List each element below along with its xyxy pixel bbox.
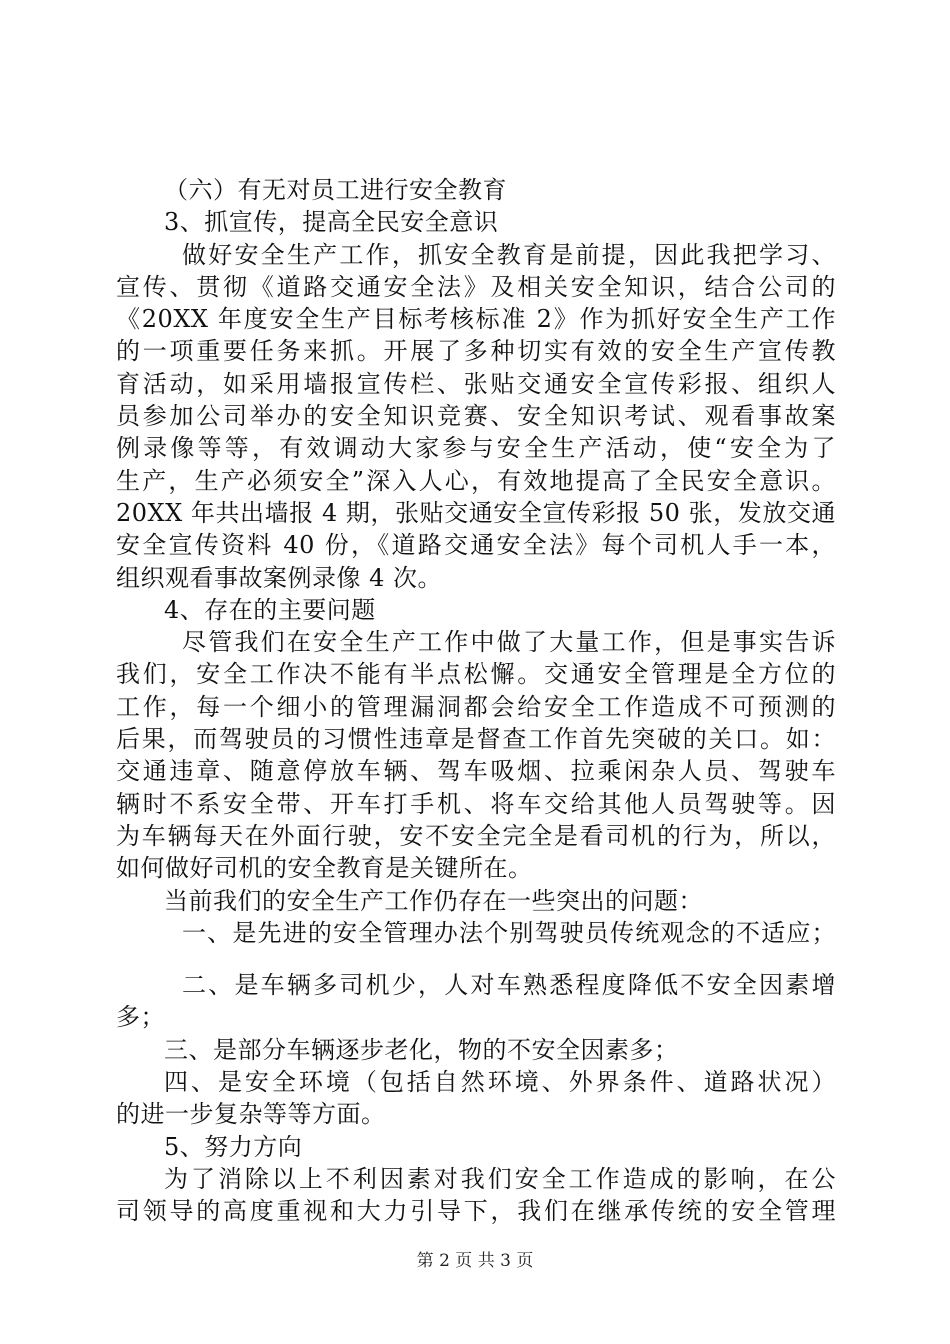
text-line: 3、抓宣传，提高全民安全意识 (164, 208, 499, 237)
text-line: 辆时不系安全带、开车打手机、将车交给其他人员驾驶等。因 (116, 789, 836, 818)
text-line: 的进一步复杂等等方面。 (116, 1100, 386, 1129)
text-line: 交通违章、随意停放车辆、驾车吸烟、拉乘闲杂人员、驾驶车 (116, 757, 836, 786)
text-line: 安全宣传资料 40 份，《道路交通安全法》每个司机人手一本， (116, 531, 836, 560)
text-line: 5、努力方向 (164, 1132, 303, 1161)
text-line: 育活动，如采用墙报宣传栏、张贴交通安全宣传彩报、组织人 (116, 369, 836, 398)
text-line: 4、存在的主要问题 (164, 595, 376, 624)
text-line: 生产，生产必须安全”深入人心，有效地提高了全民安全意识。 (116, 466, 836, 495)
text-line: 如何做好司机的安全教育是关键所在。 (116, 854, 533, 883)
text-line: 宣传、贯彻《道路交通安全法》及相关安全知识，结合公司的 (116, 272, 836, 301)
text-line: 我们，安全工作决不能有半点松懈。交通安全管理是全方位的 (116, 660, 836, 689)
text-line: 做好安全生产工作，抓安全教育是前提，因此我把学习、 (182, 240, 836, 269)
text-line: 当前我们的安全生产工作仍存在一些突出的问题： (164, 886, 703, 915)
text-line: 一、是先进的安全管理办法个别驾驶员传统观念的不适应； (182, 918, 836, 947)
text-line: 工作，每一个细小的管理漏洞都会给安全工作造成不可预测的 (116, 692, 836, 721)
text-line: 四、是安全环境（包括自然环境、外界条件、道路状况） (164, 1068, 836, 1097)
text-line: 的一项重要任务来抓。开展了多种切实有效的安全生产宣传教 (116, 337, 836, 366)
text-line: 例录像等等，有效调动大家参与安全生产活动，使“安全为了 (116, 434, 836, 463)
document-body (116, 174, 836, 1228)
page-footer: 第 2 页 共 3 页 (416, 1251, 534, 1271)
text-line: 司领导的高度重视和大力引导下，我们在继承传统的安全管理 (116, 1197, 836, 1226)
text-line: 尽管我们在安全生产工作中做了大量工作，但是事实告诉 (182, 628, 836, 657)
text-line: 后果，而驾驶员的习惯性违章是督查工作首先突破的关口。如： (116, 725, 836, 754)
text-line: 二、是车辆多司机少，人对车熟悉程度降低不安全因素增 (182, 971, 836, 1000)
text-line: 组织观看事故案例录像 4 次。 (116, 563, 443, 592)
text-line: 为了消除以上不利因素对我们安全工作造成的影响，在公 (164, 1164, 836, 1193)
text-line: 多； (116, 1003, 165, 1032)
text-line: 员参加公司举办的安全知识竞赛、安全知识考试、观看事故案 (116, 402, 836, 431)
text-line: 《20XX 年度安全生产目标考核标准 2》作为抓好安全生产工作 (116, 305, 836, 334)
text-line: 20XX 年共出墙报 4 期，张贴交通安全宣传彩报 50 张，发放交通 (116, 498, 836, 527)
text-line: 三、是部分车辆逐步老化，物的不安全因素多； (164, 1035, 679, 1064)
text-line: 为车辆每天在外面行驶，安不安全完全是看司机的行为，所以， (116, 821, 836, 850)
text-line: （六）有无对员工进行安全教育 (164, 176, 507, 204)
